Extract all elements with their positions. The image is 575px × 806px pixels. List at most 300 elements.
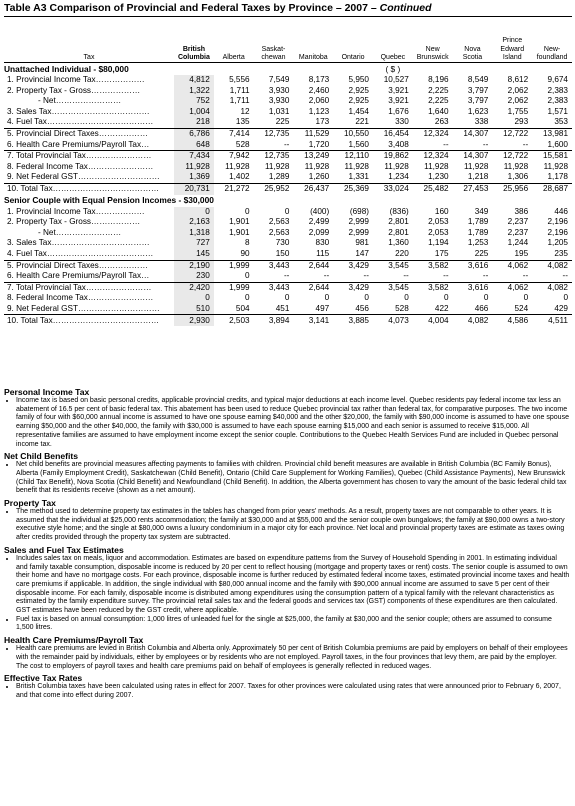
row-value: 349 <box>474 206 489 216</box>
table-row <box>4 128 572 139</box>
row-value: 2,053 <box>428 217 449 227</box>
row-value: 0 <box>483 293 489 303</box>
row-value: 1,218 <box>467 172 489 182</box>
row-value: 14,307 <box>453 128 493 139</box>
row-label: 4. Fuel Tax………………………………… <box>7 248 154 258</box>
row-value: 0 <box>404 293 409 303</box>
note-bullet: • Includes sales tax on meals, liquor and accommodation. Estimates are based on expenditure patterns from the Survey of Household Spending in 2001. In estimating individual and family taxable consumption, disposable income is reduced by 20 per cent to reflect housing (mortgage and property taxes or rent) costs. The senior couple is assumed to own their home and have no mortgage costs. For each province, disposable income is further reduced by estimated federal income taxes, estimated provincial income taxes and health care premiums if applicable. In addition, the single individual with $80,000 annual income and the family with $90,000 annual income are assumed to save 5 per cent of their disposable income. For each family, disposable income is distributed among expenditures using the consumption pattern of a typical family with the relevant characteristics as estimated by the family expenditure survey. The provincial retail sales tax and the federal goods and services tax (GST) components of these expenditures are then calculated. GST estimates have been reduced by the GST credit, where applicable. <box>16 555 570 616</box>
row-value: 1,402 <box>229 172 250 182</box>
note-heading: Health Care Premiums/Payroll Tax <box>4 635 144 646</box>
header-line: Ontario <box>341 53 365 61</box>
section-heading: Senior Couple with Equal Pension Incomes - $30,000 <box>4 195 214 206</box>
row-label: 2. Property Tax - Gross……………… <box>7 217 141 227</box>
row-value: 12,324 <box>413 151 453 162</box>
table-row <box>4 117 572 128</box>
row-label: 3. Sales Tax……………………………… <box>7 106 150 116</box>
header-row <box>4 17 572 63</box>
row-value: 456 <box>355 303 369 313</box>
title-continued: Continued <box>379 2 432 14</box>
row-value: 5,556 <box>229 75 250 85</box>
table-row <box>4 207 572 218</box>
row-value: 220 <box>395 248 409 258</box>
header-line: Scotia <box>462 53 483 61</box>
row-value: 0 <box>245 206 250 216</box>
header-province <box>453 17 493 63</box>
row-label: 8. Federal Income Tax…………………… <box>7 293 154 303</box>
table-row <box>4 151 572 162</box>
row-value: 1,711 <box>229 85 250 95</box>
row-value: 2,225 <box>428 85 449 95</box>
row-value: 504 <box>235 303 250 313</box>
note-list <box>4 397 570 449</box>
row-value: 3,797 <box>467 85 489 95</box>
header-province <box>254 17 294 63</box>
row-value: 4,812 <box>174 75 214 86</box>
row-value: 386 <box>514 206 529 216</box>
row-label: 1. Provincial Income Tax……………… <box>7 75 145 85</box>
row-value: 1,289 <box>268 172 290 182</box>
row-value: 0 <box>284 293 290 303</box>
table-row <box>4 249 572 260</box>
row-value: 7,434 <box>174 151 214 162</box>
header-province <box>174 17 214 63</box>
row-value: 3,930 <box>268 85 290 95</box>
row-value: 3,443 <box>254 282 294 293</box>
header-line: Prince <box>502 37 523 45</box>
row-value: 1,901 <box>229 217 250 227</box>
row-value: -- <box>283 139 290 149</box>
header-line: Island <box>502 53 522 61</box>
header-line: New- <box>543 45 561 53</box>
row-label: - Net…………………… <box>38 227 122 237</box>
row-value: 12,722 <box>492 151 532 162</box>
header-line: Alberta <box>222 53 245 61</box>
row-value: 25,482 <box>413 183 453 194</box>
header-line: New <box>425 45 440 53</box>
row-value: 12,722 <box>492 128 532 139</box>
row-label: 6. Health Care Premiums/Payroll Tax… <box>7 139 150 149</box>
row-value: 13,981 <box>532 128 572 139</box>
row-value: 2,237 <box>507 217 529 227</box>
header-province <box>333 17 373 63</box>
table-row <box>4 140 572 151</box>
header-line: foundland <box>536 53 568 61</box>
row-value: -- <box>443 271 449 281</box>
row-value: 648 <box>174 140 214 151</box>
row-value: 19,862 <box>373 151 413 162</box>
row-value: -- <box>323 271 330 281</box>
row-label: 5. Provincial Direct Taxes……………… <box>4 260 174 271</box>
header-line: Columbia <box>177 53 210 61</box>
row-value: 2,225 <box>428 96 449 106</box>
row-value: 9,674 <box>547 75 568 85</box>
row-value: 1,901 <box>229 227 250 237</box>
table-row <box>4 107 572 118</box>
row-value: 330 <box>395 117 409 127</box>
row-value: 497 <box>315 303 330 313</box>
header-line: Brunswick <box>416 53 449 61</box>
table-title <box>4 2 572 16</box>
row-value: 3,616 <box>453 282 493 293</box>
row-value: 830 <box>315 238 330 248</box>
row-value: 3,443 <box>254 260 294 271</box>
row-value: 221 <box>355 117 369 127</box>
row-value: 218 <box>174 117 214 128</box>
row-value: (400) <box>310 206 330 216</box>
row-value: 2,053 <box>428 227 449 237</box>
note-bullet: • British Columbia taxes have been calculated using rates in effect for 2007. Taxes for other provinces were calculated using rates that were announced prior to February 6, 2007, and that come into effect during 2007. <box>16 683 570 700</box>
row-value: 1,789 <box>467 227 489 237</box>
note-bullet: • Net child benefits are provincial measures affecting payments to families with children. Provincial child benefit measures are available in British Columbia (BC Family Bonus), Alberta (Family Employment Credit), Saskatchewan (Child Benefit), Ontario (Child Care Supplement for Working Families), Quebec (Child Assistance Payments), New Brunswick (Child Tax Benefit), Nova Scotia (Child Benefit) and Newfoundland (Child Benefit). In addition, the Alberta government has chosen to vary the amount of the basic federal child tax benefit that its residents receive (shown as a net amount). <box>16 461 570 496</box>
row-value: 8,612 <box>507 75 529 85</box>
row-value: 2,925 <box>348 96 369 106</box>
row-value: 11,928 <box>384 161 409 171</box>
row-value: 26,437 <box>293 183 333 194</box>
row-value: 1,640 <box>428 106 449 116</box>
section-pad <box>413 63 572 75</box>
row-value: 2,383 <box>547 96 568 106</box>
row-value: 15,581 <box>532 151 572 162</box>
row-value: 1,194 <box>428 238 449 248</box>
row-value: 16,454 <box>373 128 413 139</box>
row-value: 25,952 <box>254 183 294 194</box>
row-value: -- <box>482 271 489 281</box>
row-value: 528 <box>235 139 250 149</box>
row-value: 11,928 <box>344 161 369 171</box>
row-label: - Net…………………… <box>38 96 122 106</box>
row-value: 1,720 <box>308 139 330 149</box>
row-value: 1,244 <box>507 238 529 248</box>
row-value: 12,324 <box>413 128 453 139</box>
header-province <box>373 17 413 63</box>
row-value: 8,549 <box>467 75 489 85</box>
row-value: 10,527 <box>383 75 409 85</box>
note-bullet: • Fuel tax is based on annual consumption: 1,000 litres of unleaded fuel for the single at $25,000, the family at $30,000 and the senior couple; others are assumed to consume 1,500 litres. <box>16 616 570 633</box>
table-row <box>4 304 572 315</box>
header-line <box>333 46 373 54</box>
row-value: 150 <box>275 248 290 258</box>
row-value: 2,196 <box>547 217 568 227</box>
row-value: 3,408 <box>388 139 409 149</box>
row-value: 524 <box>514 303 529 313</box>
header-line <box>373 46 413 54</box>
note-heading: Personal Income Tax <box>4 387 90 397</box>
row-value: 3,429 <box>333 282 373 293</box>
table-row <box>4 162 572 173</box>
row-value: 1,234 <box>388 172 409 182</box>
row-value: 2,196 <box>547 227 568 237</box>
row-value: 0 <box>245 271 250 281</box>
row-value: -- <box>562 271 568 281</box>
section-heading: Unattached Individual - $80,000 <box>4 63 129 74</box>
header-line: Edward <box>500 45 525 53</box>
row-value: 1,178 <box>547 172 568 182</box>
row-value: 195 <box>514 248 529 258</box>
note-list <box>4 645 570 671</box>
row-value: 2,999 <box>348 217 369 227</box>
row-label: 3. Sales Tax……………………………… <box>7 238 150 248</box>
header-line <box>333 37 373 45</box>
row-label: 7. Total Provincial Tax…………………… <box>4 151 174 162</box>
row-value: 0 <box>245 293 250 303</box>
row-value: 25,369 <box>333 183 373 194</box>
header-province <box>492 17 532 63</box>
row-value: 0 <box>174 207 214 218</box>
row-value: 3,582 <box>413 282 453 293</box>
row-value: 0 <box>284 206 290 216</box>
table-row <box>4 260 572 271</box>
row-value: 3,930 <box>268 96 290 106</box>
row-value: 730 <box>275 238 290 248</box>
row-value: 2,503 <box>214 315 254 326</box>
row-value: 11,928 <box>463 161 489 171</box>
row-value: 11,928 <box>225 161 250 171</box>
row-value: 230 <box>174 271 214 282</box>
note-bullet: • Income tax is based on basic personal credits, applicable provincial credits, and typical major deductions at each income level. Quebec residents pay federal income tax less an abatement of 16.5 per cent of basic federal tax. This abatement has been used to reduce Quebec provincial tax rather than federal tax, for comparative purposes. The two income family of four with $60,000 annual income is assumed to have one spouse earning $40,000 and the other $20,000, the family with $90,000 income is assumed to have one spouse earning $50,000 and the other $40,000, the family with $30,000 is assumed to have each spouse earning $15,000 and each senior is assumed to receive $15,000. All representative families are assumed to have employment income except the senior couple. Contributions to the Quebec Health Services Fund are included in Quebec personal income tax. <box>16 397 570 449</box>
row-value: 422 <box>434 303 449 313</box>
note-heading: Sales and Fuel Tax Estimates <box>4 544 124 555</box>
row-label: 5. Provincial Direct Taxes……………… <box>4 128 174 139</box>
header-line: chewan <box>261 53 286 61</box>
header-province <box>214 17 254 63</box>
row-value: 11,928 <box>264 161 290 171</box>
note-list <box>4 461 570 496</box>
row-label: 4. Fuel Tax………………………………… <box>7 117 154 127</box>
row-value: 2,062 <box>507 85 529 95</box>
row-value: -- <box>443 139 449 149</box>
header-line <box>532 37 572 45</box>
row-label: 7. Total Provincial Tax…………………… <box>4 282 174 293</box>
table-row <box>4 183 572 194</box>
row-label: 6. Health Care Premiums/Payroll Tax… <box>7 271 150 281</box>
header-line <box>214 37 254 45</box>
row-value: 12,735 <box>254 128 294 139</box>
note-heading: Effective Tax Rates <box>4 673 83 684</box>
row-value: 8,196 <box>428 75 449 85</box>
row-value: 28,687 <box>532 183 572 194</box>
header-line <box>214 46 254 54</box>
header-line: Manitoba <box>298 53 328 61</box>
row-value: 145 <box>174 249 214 260</box>
row-value: 4,082 <box>532 260 572 271</box>
row-value: 2,801 <box>388 217 409 227</box>
row-value: -- <box>522 139 529 149</box>
row-value: 13,249 <box>293 151 333 162</box>
row-value: 235 <box>554 248 568 258</box>
row-value: (836) <box>389 206 409 216</box>
row-value: 3,582 <box>413 260 453 271</box>
row-value: 1,260 <box>308 172 330 182</box>
row-value: 3,797 <box>467 96 489 106</box>
row-value: 4,062 <box>492 282 532 293</box>
header-line <box>254 37 294 45</box>
note-list <box>4 683 570 700</box>
row-value: 14,307 <box>453 151 493 162</box>
row-value: 1,322 <box>174 86 214 97</box>
row-value: 2,563 <box>268 227 290 237</box>
row-value: 11,928 <box>503 161 529 171</box>
row-value: 727 <box>174 238 214 249</box>
row-value: 12,735 <box>254 151 294 162</box>
row-value: 20,731 <box>174 183 214 194</box>
row-value: 2,237 <box>507 227 529 237</box>
row-value: 3,141 <box>293 315 333 326</box>
row-value: 3,894 <box>254 315 294 326</box>
table-row <box>4 271 572 282</box>
table-row <box>4 293 572 304</box>
row-value: 1,331 <box>348 172 369 182</box>
row-value: 451 <box>275 303 290 313</box>
row-value: 11,529 <box>293 128 333 139</box>
row-value: 0 <box>174 293 214 304</box>
row-value: 173 <box>315 117 330 127</box>
row-value: 225 <box>275 117 290 127</box>
row-value: 3,885 <box>333 315 373 326</box>
header-tax: Tax <box>83 53 95 61</box>
row-value: 4,073 <box>373 315 413 326</box>
section-unit <box>373 195 413 207</box>
row-value: 8 <box>245 238 250 248</box>
header-line: Nova <box>464 45 481 53</box>
row-value: 11,928 <box>174 162 214 173</box>
row-value: 0 <box>523 293 529 303</box>
row-value: 5,950 <box>348 75 369 85</box>
row-value: 2,930 <box>174 315 214 326</box>
row-value: 528 <box>395 303 409 313</box>
header-line: Quebec <box>380 53 406 61</box>
row-value: 510 <box>174 304 214 315</box>
row-value: -- <box>283 271 290 281</box>
header-line <box>174 37 214 45</box>
row-value: 33,024 <box>373 183 413 194</box>
header-province <box>532 17 572 63</box>
section-heading-row <box>4 195 572 207</box>
row-value: 135 <box>235 117 250 127</box>
row-value: 3,616 <box>453 260 493 271</box>
row-value: 2,563 <box>268 217 290 227</box>
row-value: 11,928 <box>543 161 568 171</box>
row-value: 6,786 <box>174 128 214 139</box>
row-value: 4,082 <box>532 282 572 293</box>
row-label: 2. Property Tax - Gross……………… <box>7 85 141 95</box>
table-row <box>4 86 572 97</box>
row-value: 90 <box>240 248 250 258</box>
row-value: 338 <box>474 117 489 127</box>
row-value: 7,549 <box>268 75 290 85</box>
row-value: 0 <box>444 293 449 303</box>
notes-section <box>4 387 570 701</box>
note-heading: Property Tax <box>4 498 56 509</box>
row-value: 446 <box>554 206 568 216</box>
row-value: 1,306 <box>507 172 529 182</box>
table-row <box>4 238 572 249</box>
row-value: 115 <box>316 248 330 258</box>
row-value: 11,928 <box>304 161 330 171</box>
row-value: 2,190 <box>174 260 214 271</box>
row-value: 12 <box>240 106 250 116</box>
section-unit: ( $ ) <box>385 63 401 74</box>
row-value: 2,999 <box>348 227 369 237</box>
row-value: 1,755 <box>507 106 529 116</box>
row-value: 1,004 <box>174 107 214 118</box>
row-value: 0 <box>364 293 369 303</box>
table-row <box>4 172 572 183</box>
row-value: 1,369 <box>174 172 214 183</box>
row-value: 1,711 <box>229 96 250 106</box>
row-value: 7,942 <box>214 151 254 162</box>
row-value: 2,062 <box>507 96 529 106</box>
table-row <box>4 228 572 239</box>
row-value: 1,230 <box>428 172 449 182</box>
row-value: 0 <box>563 293 568 303</box>
table-row <box>4 282 572 293</box>
row-value: 10,550 <box>333 128 373 139</box>
row-value: 225 <box>474 248 489 258</box>
row-value: 1,999 <box>214 260 254 271</box>
row-value: 1,676 <box>388 106 409 116</box>
header-line <box>373 37 413 45</box>
header-line <box>293 46 333 54</box>
row-label: 1. Provincial Income Tax……………… <box>7 206 145 216</box>
row-value: 1,031 <box>268 106 290 116</box>
row-value: 12,110 <box>333 151 373 162</box>
row-value: 1,123 <box>308 106 330 116</box>
row-value: 1,600 <box>547 139 568 149</box>
header-line: British <box>182 45 205 53</box>
row-value: 3,921 <box>388 96 409 106</box>
note-bullet: • The method used to determine property tax estimates in the tables has changed from prior years' methods. As a result, property taxes are not comparable to other years. It is assumed that the individual at $25,000 rents accommodation; the family at $30,000 and at $55,000 and the senior couple own bungalows; the family at $90,000 owns a two-story executive style home; and the single at $80,000 owns a luxury condominium in a major city for each province. Net local and provincial property taxes are estimate as taxes owing after credits provided through the property tax system are subtracted. <box>16 508 570 543</box>
row-value: (698) <box>349 206 369 216</box>
header-province <box>413 17 453 63</box>
row-label: 10. Total Tax………………………………… <box>4 183 174 194</box>
row-value: -- <box>403 271 409 281</box>
row-value: 1,571 <box>547 106 568 116</box>
row-value: 981 <box>355 238 369 248</box>
row-value: 2,060 <box>308 96 330 106</box>
row-value: 752 <box>174 96 214 107</box>
row-value: 1,999 <box>214 282 254 293</box>
row-value: 1,253 <box>467 238 489 248</box>
row-value: 1,205 <box>547 238 568 248</box>
header-line <box>293 37 333 45</box>
section-heading-row <box>4 63 572 75</box>
row-value: 2,499 <box>308 217 330 227</box>
section-pad <box>413 195 572 207</box>
note-heading: Net Child Benefits <box>4 451 79 462</box>
table-row <box>4 217 572 228</box>
row-value: 2,801 <box>388 227 409 237</box>
title-text: Table A3 Comparison of Provincial and Federal Taxes by Province – 2007 – <box>4 2 377 14</box>
tax-comparison-table <box>4 17 572 326</box>
row-value: 175 <box>434 248 449 258</box>
row-value: 21,272 <box>214 183 254 194</box>
row-label: 8. Federal Income Tax…………………… <box>7 161 154 171</box>
row-value: 7,414 <box>214 128 254 139</box>
note-list <box>4 555 570 633</box>
row-value: 4,004 <box>413 315 453 326</box>
row-value: 429 <box>554 303 568 313</box>
row-value: -- <box>482 139 489 149</box>
row-label: 10. Total Tax………………………………… <box>4 315 174 326</box>
row-value: 1,360 <box>388 238 409 248</box>
row-value: 3,545 <box>373 260 413 271</box>
row-value: 3,921 <box>388 85 409 95</box>
row-value: 8,173 <box>308 75 330 85</box>
table-row <box>4 75 572 86</box>
row-value: 1,560 <box>348 139 369 149</box>
row-value: 2,163 <box>174 217 214 228</box>
row-value: -- <box>363 271 369 281</box>
